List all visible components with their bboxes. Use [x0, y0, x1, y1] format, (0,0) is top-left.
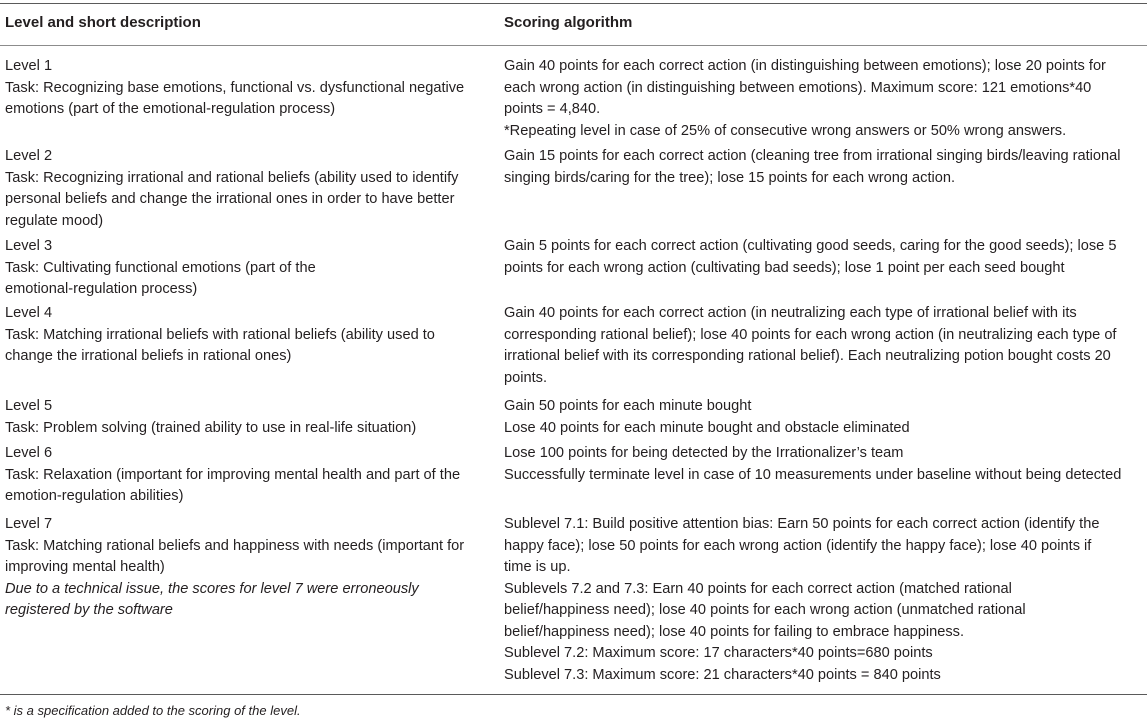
- top-rule: [0, 3, 1147, 4]
- level-description-cell: Level 1 Task: Recognizing base emotions, functional vs. dysfunctional negative emotions (part of the emotional-regulation process): [5, 58, 465, 117]
- level-description-cell: Level 3 Task: Cultivating functional emotions (part of the emotional-regulation process): [5, 238, 316, 297]
- table-footnote: * is a specification added to the scoring of the level.: [5, 703, 301, 718]
- scoring-cell: Gain 40 points for each correct action (in neutralizing each type of irrational belief with its corresponding rational belief); lose 40 points for each wrong action (in neutralizing each type of irrational belief with its corresponding rational belief). Each neutralizing potion bought costs 20 points.: [504, 305, 1117, 386]
- header-level-description: Level and short description: [5, 14, 201, 31]
- scoring-cell: Gain 50 points for each minute bought Lose 40 points for each minute bought and obstacle eliminated: [504, 398, 910, 436]
- scoring-cell: Lose 100 points for being detected by the Irrationalizer’s team Successfully terminate level in case of 10 measurements under baseline without being detected: [504, 445, 1122, 483]
- header-rule: [0, 45, 1147, 46]
- scoring-cell: Gain 5 points for each correct action (cultivating good seeds, caring for the good seeds); lose 5 points for each wrong action (cultivating bad seeds); lose 1 point per each seed bought: [504, 238, 1117, 276]
- technical-issue-note: registered by the software: [5, 602, 173, 618]
- level-description-cell: Level 5 Task: Problem solving (trained ability to use in real-life situation): [5, 398, 417, 436]
- level-description-cell: Level 6 Task: Relaxation (important for improving mental health and part of the emotion-regulation abilities): [5, 445, 461, 504]
- scoring-cell: Gain 40 points for each correct action (in distinguishing between emotions); lose 20 points for each wrong action (in distinguishing between emotions). Maximum score: 121 emotions*40 points = 4,840. *Repeating level in case of 25% of consecutive wrong answers or 50% wrong answers.: [504, 58, 1106, 139]
- scoring-cell: Gain 15 points for each correct action (cleaning tree from irrational singing birds/leaving rational singing birds/caring for the tree); lose 15 points for each wrong action.: [504, 148, 1121, 186]
- level-description-cell: Level 4 Task: Matching irrational beliefs with rational beliefs (ability used to change the irrational beliefs in rational ones): [5, 305, 435, 364]
- bottom-rule: [0, 694, 1147, 695]
- technical-issue-note: Due to a technical issue, the scores for level 7 were erroneously: [5, 580, 419, 597]
- header-scoring-algorithm: Scoring algorithm: [504, 14, 633, 31]
- scoring-cell: Sublevel 7.1: Build positive attention bias: Earn 50 points for each correct action (identify the happy face); lose 50 points for each wrong action (identify the happy face); lose 40 points if time is up. Sublevels 7.2 and 7.3: Earn 40 points for each correct action (matched rational belief/happiness need); lose 40 points for each wrong action (unmatched rational belief/happiness need); lose 40 points for failing to embrace happiness. Sublevel 7.2: Maximum score: 17 characters*40 points=680 points Sublevel 7.3: Maximum score: 21 characters*40 points = 840 points: [504, 516, 1100, 683]
- level-description-cell: Level 7 Task: Matching rational beliefs and happiness with needs (important for improving mental health) Due to a technical issue, the scores for level 7 were erroneously registered by the software: [5, 514, 490, 622]
- level-description-cell: Level 2 Task: Recognizing irrational and rational beliefs (ability used to identify personal beliefs and change the irrational ones in order to have better regulate mood): [5, 148, 459, 229]
